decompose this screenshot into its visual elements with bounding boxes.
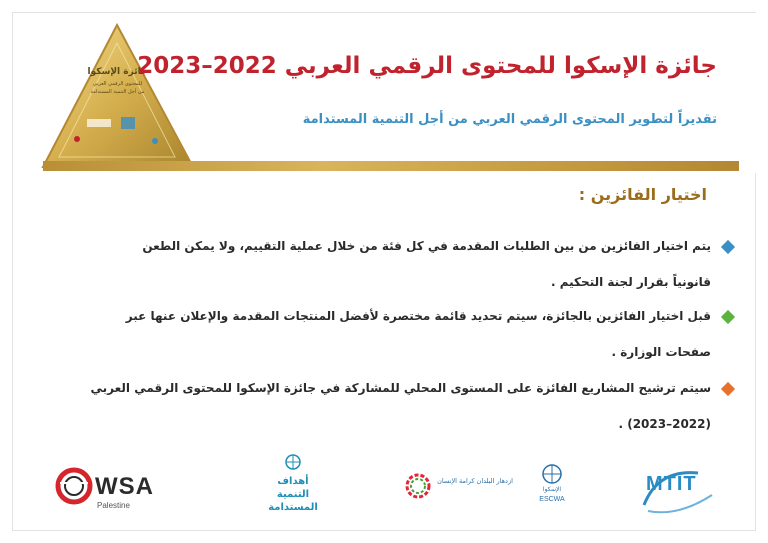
list-item-line: صفحات الوزارة . [611,345,711,359]
escwa-logo [405,463,575,519]
page-title: جائزة الإسكوا للمحتوى الرقمي العربي 2022–2023 [137,53,717,79]
trophy-subtitle-2: من أجل التنمية المستدامة [90,89,145,95]
header [13,13,757,173]
trophy-subtitle-1: للمحتوى الرقمي العربي [92,81,143,87]
diamond-bullet-icon [721,382,735,396]
diamond-bullet-icon [721,240,735,254]
section-title: اختيار الفائزين : [578,185,707,204]
escwa-name: ESCWA [539,496,565,503]
list-item-line: سيتم ترشيح المشاريع الفائزة على المستوى المحلي للمشاركة في جائزة الإسكوا للمحتوى الرقمي العربي [90,381,711,395]
wsa-name: WSA [95,473,154,500]
wsa-logo [55,461,175,517]
list-item-line: قبل اختيار الفائزين بالجائزة، سيتم تحديد قائمة مختصرة لأفضل المنتجات المقدمة والإعلان عنها عبر [125,309,711,323]
trophy-title: جائزة الإسكوا [87,67,148,77]
list-item-line: قانونياً بقرار لجنة التحكيم . [551,275,711,289]
wsa-subtitle: Palestine [97,501,130,510]
mtit-logo [638,465,718,523]
page-frame [12,12,756,531]
award-trophy-logo [35,19,200,174]
list-item-line: (2022–2023) . [618,417,711,431]
mtit-name: MTIT [646,473,697,495]
un-emblem-icon [282,453,304,471]
sdg-logo [253,453,333,523]
sdg-line-3: المستدامة [268,502,318,513]
list-item [51,239,711,289]
trophy-graphic [35,19,200,174]
list-item-line: يتم اختيار الفائزين من بين الطلبات المقدمة في كل فئة من خلال عملية التقييم، ولا يمكن الطعن [142,239,711,253]
globe-icon [55,467,93,505]
sdg-line-2: التنمية [276,489,310,500]
sdg-line-1: أهداف [277,476,309,487]
escwa-slogan: ازدهار البلدان كرامة الإنسان [437,477,513,485]
escwa-arabic: الإسكوا [542,486,562,493]
gold-divider [43,161,739,171]
un-emblem-icon [539,463,565,485]
list-item [51,381,711,431]
diamond-bullet-icon [721,310,735,324]
page-subtitle: تقديراً لتطوير المحتوى الرقمي العربي من أجل التنمية المستدامة [302,112,717,127]
list-item [51,309,711,359]
